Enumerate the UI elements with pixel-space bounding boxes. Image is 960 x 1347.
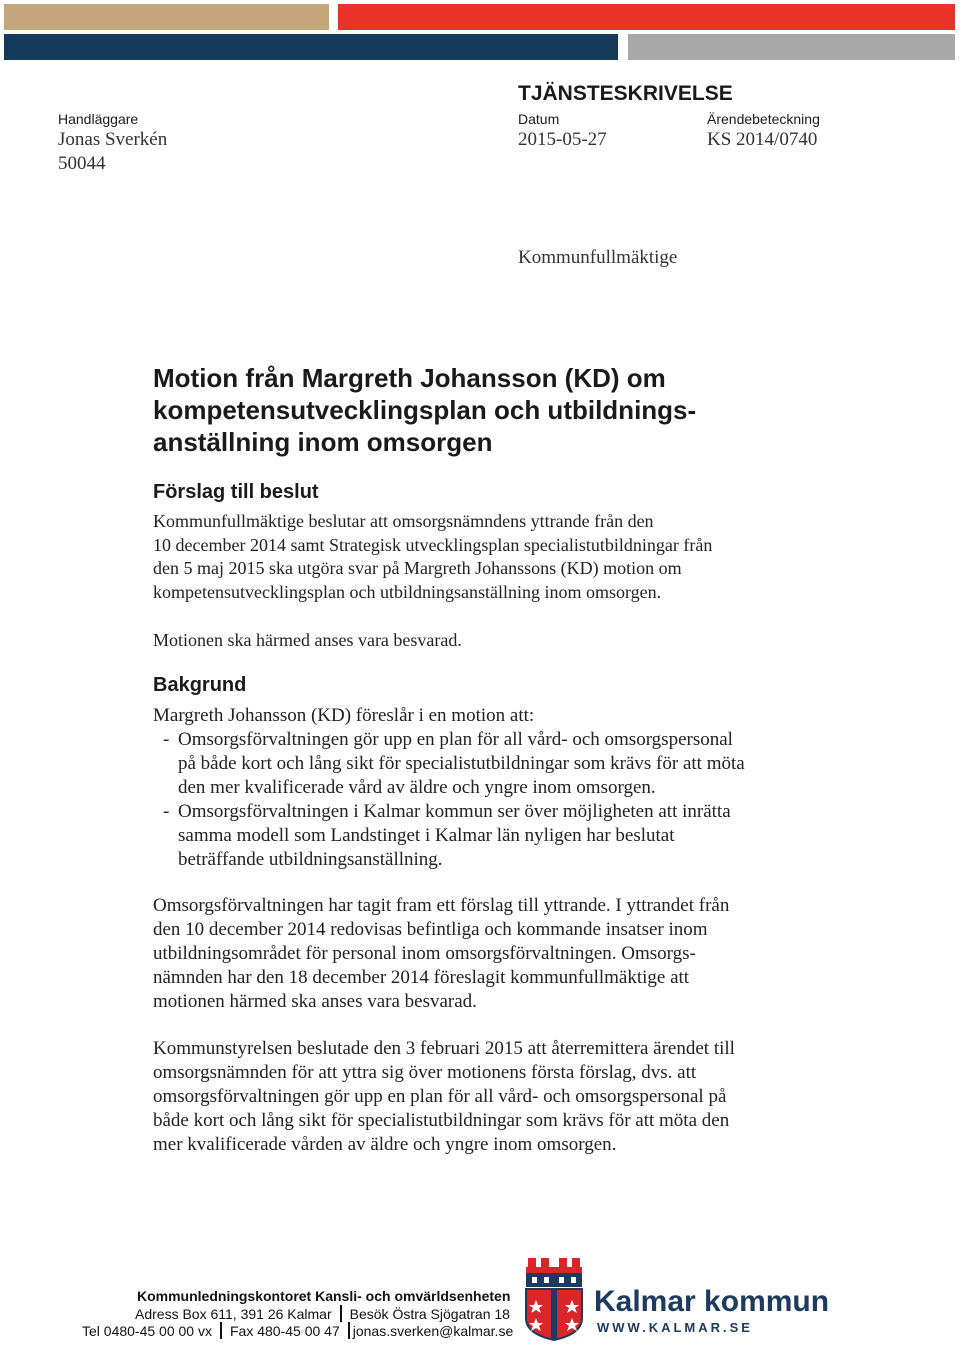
heading-forslag: Förslag till beslut [153, 481, 319, 503]
datum-label: Datum [518, 111, 560, 127]
forslag-line: Kommunfullmäktige beslutar att omsorgsnämndens yttrande från den [153, 511, 654, 531]
forslag-closing-line: Motionen ska härmed anses vara besvarad. [153, 630, 462, 650]
footer-divider [348, 1322, 350, 1339]
paragraph-line: nämnden har den 18 december 2014 föreslagit kommunfullmäktige att [153, 967, 690, 988]
paragraph-line: omsorgsnämnden för att yttra sig över motionens första förslag, dvs. att [153, 1062, 697, 1083]
paragraph-line: motionen härmed ska anses vara besvarad. [153, 991, 477, 1012]
bullet-line: Omsorgsförvaltningen i Kalmar kommun ser över möjligheten att inrätta [178, 801, 731, 822]
forslag-line: kompetensutvecklingsplan och utbildningsanställning inom omsorgen. [153, 581, 662, 602]
footer-address-row [135, 1305, 510, 1322]
bullet-dash: - [163, 801, 170, 822]
bakgrund-paragraph-2 [153, 1037, 735, 1157]
footer-fax: Fax 480-45 00 47 [229, 1323, 340, 1339]
footer-address: Adress Box 611, 391 26 Kalmar [135, 1306, 332, 1322]
title-line: Motion från Margreth Johansson (KD) om [153, 363, 666, 393]
title-line: kompetensutvecklingsplan och utbildnings- [153, 395, 697, 425]
header-bar-tan [4, 4, 329, 30]
footer-contact-row [82, 1322, 513, 1339]
heading-bakgrund: Bakgrund [153, 674, 247, 696]
paragraph-line: utbildningsområdet för personal inom omsorgsförvaltningen. Omsorgs- [153, 943, 696, 964]
paragraph-line: Kommunstyrelsen beslutade den 3 februari 2015 att återremittera ärendet till [153, 1038, 735, 1059]
paragraph-line: Omsorgsförvaltningen har tagit fram ett förslag till yttrande. I yttrandet från [153, 895, 730, 916]
title-line: anställning inom omsorgen [153, 427, 493, 457]
footer-tel: Tel 0480-45 00 00 vx [82, 1323, 212, 1339]
recipient: Kommunfullmäktige [518, 247, 678, 268]
bakgrund-intro-line: Margreth Johansson (KD) föreslår i en motion att: [153, 705, 535, 726]
handlaggare-phone: 50044 [58, 153, 106, 174]
footer-office-name: Kommunledningskontoret Kansli- och omvärldsenheten [137, 1288, 511, 1304]
footer-divider [220, 1322, 222, 1339]
bullet-line: samma modell som Landstinget i Kalmar län nyligen har beslutat [178, 825, 675, 846]
paragraph-line: den 10 december 2014 redovisas befintliga och kommande insatser inom [153, 919, 708, 940]
list-item [163, 800, 745, 872]
header-bar-navy [4, 34, 618, 60]
paragraph-line: både kort och lång sikt för specialistutbildningar som krävs för att möta den [153, 1110, 730, 1131]
footer-divider [340, 1305, 342, 1322]
document-title [153, 362, 853, 458]
document-type: TJÄNSTESKRIVELSE [518, 82, 733, 105]
handlaggare-name: Jonas Sverkén [58, 129, 168, 150]
kalmar-coat-of-arms-icon [522, 1256, 586, 1342]
forslag-line: den 5 maj 2015 ska utgöra svar på Margreth Johanssons (KD) motion om [153, 558, 682, 578]
bullet-line: Omsorgsförvaltningen gör upp en plan för all vård- och omsorgspersonal [178, 729, 733, 750]
header-bar-gray [628, 34, 955, 60]
forslag-line: 10 december 2014 samt Strategisk utvecklingsplan specialistutbildningar från [153, 534, 713, 555]
bullet-line: på både kort och lång sikt för specialistutbildningar som krävs för att möta [178, 753, 745, 774]
forslag-closing [153, 629, 462, 653]
brand-url: WWW.KALMAR.SE [597, 1320, 753, 1335]
bakgrund-paragraph-1 [153, 894, 729, 1014]
handlaggare-label: Handläggare [58, 111, 139, 127]
paragraph-line: omsorgsförvaltningen gör upp en plan för all vård- och omsorgspersonal på [153, 1086, 727, 1107]
arende-value: KS 2014/0740 [707, 129, 818, 150]
header-bar-red [338, 4, 955, 30]
paragraph-line: mer kvalificerade vården av äldre och yngre inom omsorgen. [153, 1134, 617, 1155]
brand-name: Kalmar kommun [594, 1285, 830, 1318]
forslag-text [153, 510, 712, 604]
bakgrund-intro [153, 704, 534, 728]
footer-office [137, 1288, 510, 1304]
footer-visit: Besök Östra Sjögatran 18 [349, 1306, 510, 1322]
bullet-line: den mer kvalificerade vård av äldre och yngre inom omsorgen. [178, 777, 656, 798]
bullet-line: beträffande utbildningsanställning. [178, 849, 443, 870]
footer-email: jonas.sverken@kalmar.se [352, 1323, 514, 1339]
arende-label: Ärendebeteckning [707, 111, 820, 127]
bullet-list [163, 728, 745, 872]
list-item [163, 728, 745, 800]
bullet-dash: - [163, 729, 170, 750]
datum-value: 2015-05-27 [518, 129, 607, 150]
